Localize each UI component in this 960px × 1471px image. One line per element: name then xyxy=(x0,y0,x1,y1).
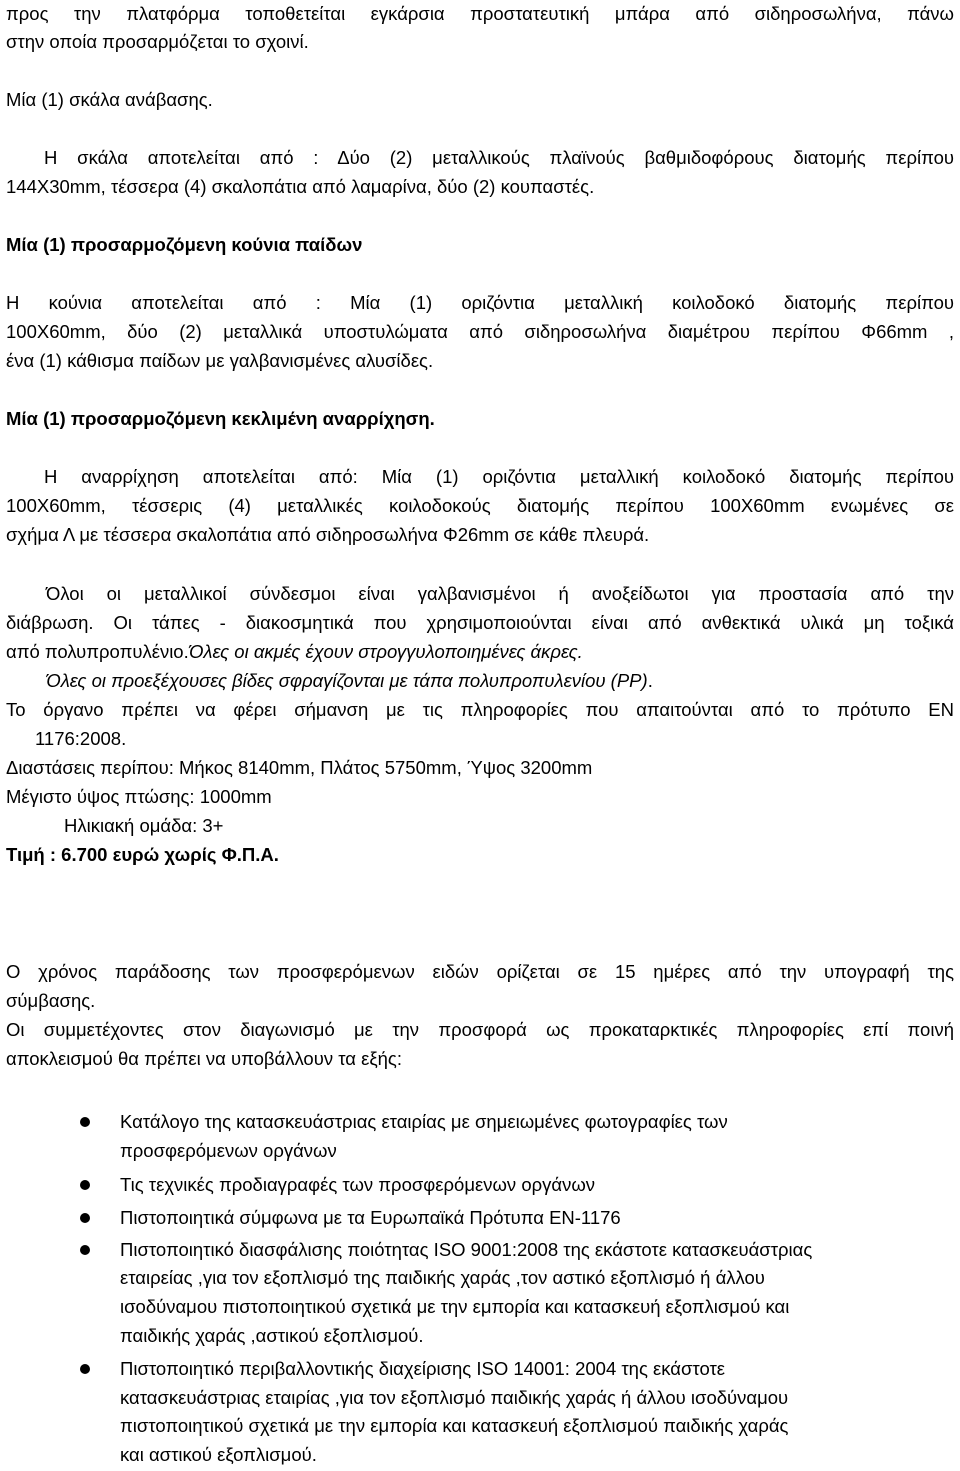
item-heading-swing: Μία (1) προσαρμοζόμενη κούνια παίδων xyxy=(6,234,363,255)
paragraph-line: αποκλεισμού θα πρέπει να υποβάλλουν τα εξής: xyxy=(6,1048,402,1069)
paragraph-line: Η σκάλα αποτελείται από : Δύο (2) μεταλλικούς πλαϊνούς βαθμιδοφόρους διατομής περίπου xyxy=(44,147,954,168)
paragraph-line: Ο χρόνος παράδοσης των προσφερόμενων ειδών ορίζεται σε 15 ημέρες από την υπογραφή της xyxy=(6,961,954,982)
paragraph-line: στην οποία προσαρμόζεται το σχοινί. xyxy=(6,31,309,52)
list-item-line: Πιστοποιητικό περιβαλλοντικής διαχείρισης ISO 14001: 2004 της εκάστοτε xyxy=(120,1358,726,1379)
paragraph-line: σχήμα Λ με τέσσερα σκαλοπάτια από σιδηροσωλήνα Φ26mm σε κάθε πλευρά. xyxy=(6,524,650,545)
paragraph-line: 144Χ30mm, τέσσερα (4) σκαλοπάτια από λαμαρίνα, δύο (2) κουπαστές. xyxy=(6,176,595,197)
list-item-line: πιστοποιητικού σχετικά με την εμπορία και κατασκευή εξοπλισμού παιδικής χαράς xyxy=(120,1415,789,1436)
dimensions-line: Διαστάσεις περίπου: Μήκος 8140mm, Πλάτος 5750mm, Ύψος 3200mm xyxy=(6,757,593,778)
bullet-icon xyxy=(80,1245,90,1255)
list-item-line: ισοδύναμου πιστοποιητικού σχετικά με την εμπορία και κατασκευή εξοπλισμού και xyxy=(120,1296,790,1317)
bullet-icon xyxy=(80,1180,90,1190)
paragraph-line xyxy=(46,669,954,693)
list-item-line: Πιστοποιητικό διασφάλισης ποιότητας ISO 9001:2008 της εκάστοτε κατασκευάστριας xyxy=(120,1239,813,1260)
bullet-icon xyxy=(80,1213,90,1223)
paragraph-line: διάβρωση. Οι τάπες - διακοσμητικά που χρησιμοποιούνται είναι από ανθεκτικά υλικά μη τοξικά xyxy=(6,612,954,633)
list-item-line: Τις τεχνικές προδιαγραφές των προσφερόμενων οργάνων xyxy=(120,1174,596,1195)
paragraph-line: 100Χ60mm, δύο (2) μεταλλικά υποστυλώματα από σιδηροσωλήνα διαμέτρου περίπου Φ66mm , xyxy=(6,321,954,342)
paragraph-line: σύμβασης. xyxy=(6,990,96,1011)
italic-run: Όλες οι προεξέχουσες βίδες σφραγίζονται με τάπα πολυπροπυλενίου (PP) xyxy=(46,670,648,691)
paragraph-line: Η αναρρίχηση αποτελείται από: Μία (1) οριζόντια μεταλλική κοιλοδοκό διατομής περίπου xyxy=(44,466,954,487)
list-item-line: Κατάλογο της κατασκευάστριας εταιρίας με σημειωμένες φωτογραφίες των xyxy=(120,1111,728,1132)
paragraph-line: ένα (1) κάθισμα παίδων με γαλβανισμένες αλυσίδες. xyxy=(6,350,434,371)
list-item-line: Πιστοποιητικά σύμφωνα με τα Ευρωπαϊκά Πρότυπα EN-1176 xyxy=(120,1207,621,1228)
paragraph-line: Η κούνια αποτελείται από : Μία (1) οριζόντια μεταλλική κοιλοδοκό διατομής περίπου xyxy=(6,292,954,313)
item-heading-ladder: Μία (1) σκάλα ανάβασης. xyxy=(6,89,213,110)
price-line: Τιμή : 6.700 ευρώ χωρίς Φ.Π.Α. xyxy=(6,844,279,865)
italic-run: Όλες οι ακμές έχουν στρογγυλοποιημένες άκρες. xyxy=(188,641,583,662)
list-item-line: εταιρείας ,για τον εξοπλισμό της παιδικής χαράς ,τον αστικό εξοπλισμό ή άλλου xyxy=(120,1267,765,1288)
list-item-line: κατασκευάστριας εταιρίας ,για τον εξοπλισμό παιδικής χαράς ή άλλου ισοδύναμου xyxy=(120,1387,789,1408)
paragraph-line: 1176:2008. xyxy=(35,728,127,749)
item-heading-climbing: Μία (1) προσαρμοζόμενη κεκλιμένη αναρρίχηση. xyxy=(6,408,435,429)
paragraph-line: 100Χ60mm, τέσσερις (4) μεταλλικές κοιλοδοκούς διατομής περίπου 100Χ60mm ενωμένες σε xyxy=(6,495,954,516)
list-item-line: προσφερόμενων οργάνων xyxy=(120,1140,337,1161)
paragraph-line: Όλοι οι μεταλλικοί σύνδεσμοι είναι γαλβανισμένοι ή ανοξείδωτοι για προστασία από την xyxy=(46,583,954,604)
max-fall-height-line: Μέγιστο ύψος πτώσης: 1000mm xyxy=(6,786,272,807)
text-run: από πολυπροπυλένιο. xyxy=(6,641,189,662)
list-item-line: παιδικής χαράς ,αστικού εξοπλισμού. xyxy=(120,1325,424,1346)
list-item-line: και αστικού εξοπλισμού. xyxy=(120,1444,317,1465)
bullet-icon xyxy=(80,1117,90,1127)
text-run: . xyxy=(647,670,653,691)
bullet-icon xyxy=(80,1364,90,1374)
age-group-line: Ηλικιακή ομάδα: 3+ xyxy=(64,815,224,836)
paragraph-line: Το όργανο πρέπει να φέρει σήμανση με τις πληροφορίες που απαιτούνται από το πρότυπο EN xyxy=(6,699,954,720)
paragraph-line: προς την πλατφόρμα τοποθετείται εγκάρσια προστατευτική μπάρα από σιδηροσωλήνα, πάνω xyxy=(6,3,954,24)
paragraph-line: Οι συμμετέχοντες στον διαγωνισμό με την προσφορά ως προκαταρκτικές πληροφορίες επί ποινή xyxy=(6,1019,954,1040)
paragraph-line xyxy=(6,640,954,664)
